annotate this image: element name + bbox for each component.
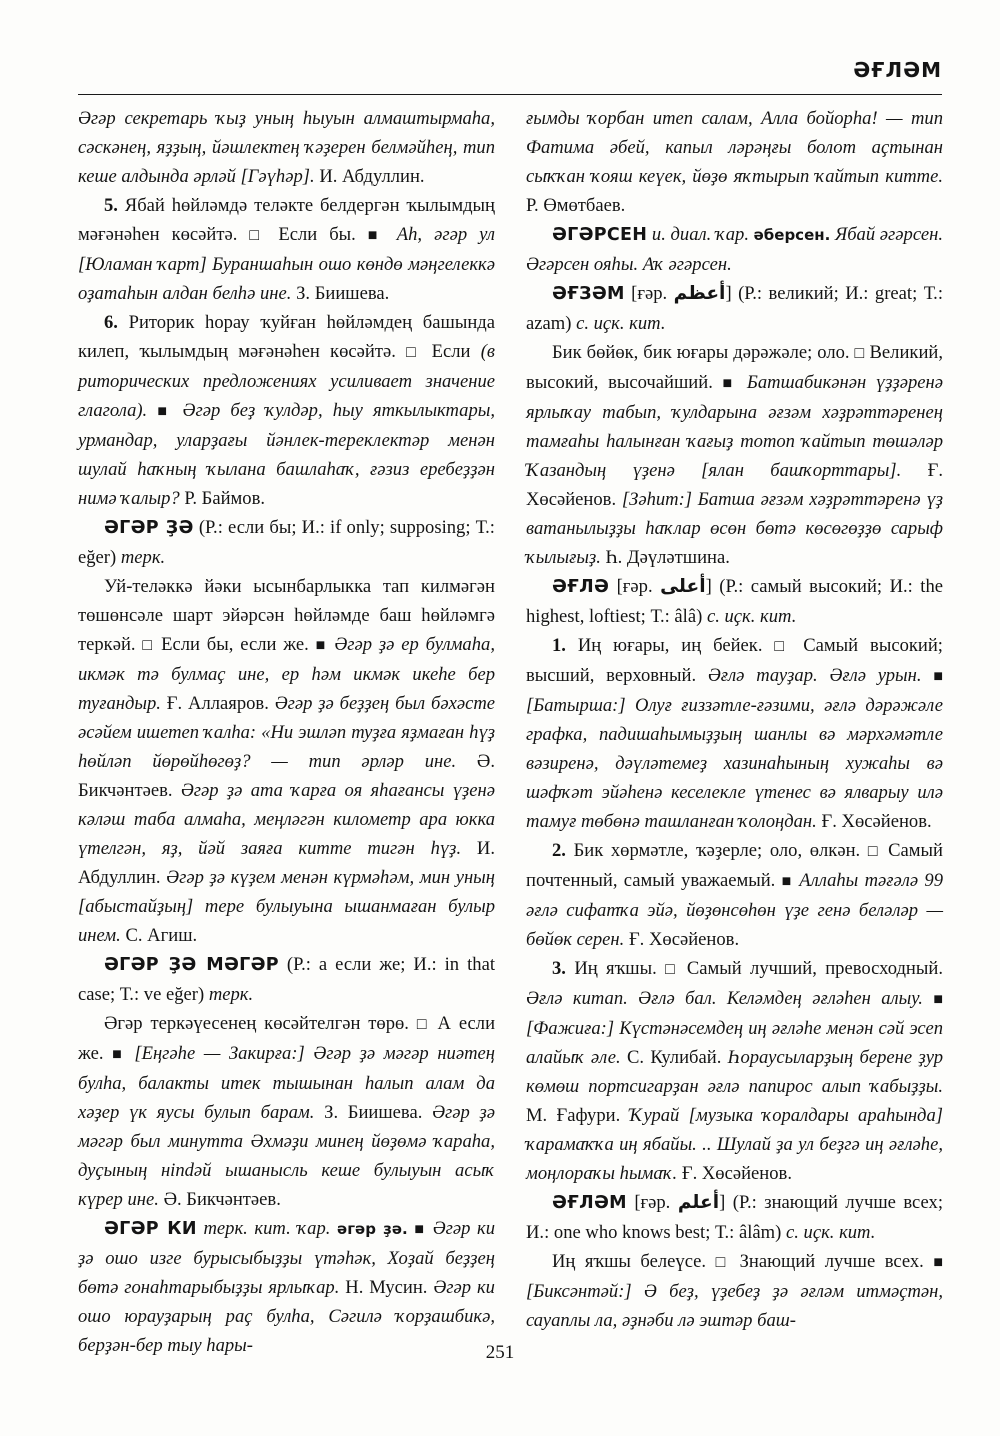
author: Ғ. Хөсәйенов. <box>821 811 932 832</box>
definition: Бик бөйөк, бик юғары дәрәжәле; оло. <box>552 342 850 363</box>
definition: Уй-теләккә йәки ысынбарлыкка тап килмәгән төшөнсәле шарт эйәрсән һөйләмде баш һөйләмгә теркәй. <box>78 576 495 655</box>
example-text: Ябай әгәрсен. Әгәрсен ояһы. Аҡ әгәрсен. <box>526 224 943 275</box>
example-text: [Еңгәһе — Закирға:] Әгәр ҙә мәгәр ниәтең булһа, балакты итек тышынан һалып алам да хәҙер үк яусы булып барам. <box>78 1043 495 1123</box>
grammar-label: терк. <box>120 547 166 568</box>
entry-body <box>526 338 943 572</box>
author: Ғ. Хөсәйенов. <box>628 929 740 950</box>
entry-eger-ki <box>78 1214 495 1360</box>
author: И. Абдуллин. <box>319 166 425 187</box>
example-text: Әгәр секретарь ҡыҙ уның һыуын алмаштырмаһа, сәскәнең, яҙҙың, йәшлектең ҡәҙерен белмәйһең, тип кеше алдында әрләй [Гәүһәр]. <box>78 108 495 187</box>
russian-equivalent: Если бы. <box>278 224 356 245</box>
headword: ӘҒЛӘ <box>552 577 610 597</box>
entry-eglem <box>526 1188 943 1247</box>
entry-eger-ze-meger <box>78 950 495 1009</box>
definition: Ябай һөйләмдә теләкте белдергән ҡылымдың мәғәнәһен көсәйтә. <box>78 195 495 245</box>
sense-number: 1. <box>552 635 566 656</box>
definition: Риторик һорау ҡуйған һөйләмдең башында килеп, ҡылымдың мәғәнәһен көсәйтә. <box>78 312 495 362</box>
author: Һ. Дәүләтшина. <box>605 547 730 568</box>
example-text: [Биксәнтәй:] Ә беҙ, үҙебеҙ ҙә әғләм итмәҫтән, сауаплы ла, әҙнәби лә эштәр баш- <box>526 1281 943 1331</box>
headword: ӘГӘР КИ <box>104 1219 197 1239</box>
definition: Иң юғары, иң бейек. <box>577 635 763 656</box>
sense-number: 5. <box>104 195 118 216</box>
headword: ӘГӘР ҘӘ <box>104 518 194 538</box>
example-text: Һораусыларҙың берене ҙур көмөш портсигарҙан әғлә папирос алып ҡабыҙҙы. <box>526 1047 943 1097</box>
example-text: Әгәр ки ошо юрауҙарың раҫ булһа, Сәгилә ҡорҙашбикә, берҙән-бер тыу һары- <box>78 1277 495 1356</box>
russian-equivalent: Если <box>431 341 471 362</box>
etymology-close: ] (Р.: знающий лучше всех; И.: one who knows best; Т.: âlâm) <box>526 1192 943 1243</box>
russian-note: (в риторических предложениях усиливает значение глагола). <box>78 341 495 421</box>
black-square-icon: ■ <box>933 991 943 1008</box>
definition: Иң яҡшы. <box>574 958 657 979</box>
author: З. Биишева. <box>296 283 390 304</box>
black-square-icon: ■ <box>112 1046 126 1063</box>
white-square-icon: □ <box>715 1254 731 1271</box>
black-square-icon: ■ <box>315 637 328 654</box>
white-square-icon: □ <box>774 638 792 655</box>
etymology-close: ] (Р.: самый высокий; И.: the highest, loftiest; Т.: âlâ) <box>526 576 944 627</box>
black-square-icon: ■ <box>414 1221 427 1238</box>
etymology-close: ] (Р.: великий; И.: great; Т.: azam) <box>526 283 943 334</box>
etymology-open: [ғәр. <box>616 576 653 597</box>
etymology-open: [ғәр. <box>634 1192 671 1213</box>
black-square-icon: ■ <box>157 403 173 420</box>
sense-2 <box>526 836 943 954</box>
grammar-label: с. иҫк. кит. <box>706 606 797 627</box>
right-column <box>526 104 943 1335</box>
example-text: Ҡурай [музыка ҡоралдары араһында] ҡарамаҡҡа иң ябайы. .. Шулай ҙа ул беҙгә иң әғләһе, моңлораҡы һымаҡ. <box>526 1105 943 1184</box>
sense-number: 3. <box>552 958 566 979</box>
sense-6 <box>78 308 495 513</box>
cross-reference: әберсен. <box>753 226 831 244</box>
sense-1 <box>526 631 943 836</box>
etymology-open: [ғәр. <box>631 283 668 304</box>
author: С. Кулибай. <box>626 1047 722 1068</box>
example-text: Әгәр ки ҙә ошо изге бурысыбыҙҙы үтәһәк, Хоҙай беҙҙең бөтә гонаһтарыбыҙҙы ярлыҡар. <box>78 1218 496 1298</box>
black-square-icon: ■ <box>722 375 738 392</box>
sense-3 <box>526 954 943 1188</box>
example-text: Әгәр ҙә ата ҡарға оя яһағансы үҙенә кәләш таба алмаһа, меңләгән километр ара юкка үтелгән, яҙ, йәй заяға китте тигән һүҙ. <box>78 780 495 859</box>
white-square-icon: □ <box>416 1016 430 1033</box>
author: Ғ. Хөсәйенов. <box>681 1163 792 1184</box>
arabic-script: أعلم <box>677 1192 720 1213</box>
example-text: Әгәр ҙә ер булмаһа, икмәк тә булмаҫ ине, ер һәм икмәк икеһе бер туғандыр. <box>78 634 495 714</box>
header-rule <box>78 94 942 95</box>
white-square-icon: □ <box>867 843 881 860</box>
black-square-icon: ■ <box>367 227 385 244</box>
headword: ӘҒЗӘМ <box>552 284 625 304</box>
definition: Әгәр теркәүесенең көсәйтелгән төрө. <box>104 1013 409 1034</box>
entry-eger-ze <box>78 513 495 572</box>
author: Ғ. Аллаяров. <box>166 693 269 714</box>
grammar-label: с. иҫк. кит. <box>576 313 666 334</box>
author: Р. Баймов. <box>184 488 266 509</box>
grammar-label: и. диал. ҡар. <box>651 224 749 245</box>
example-text: Әгәр ҙә мәгәр был минутта Әхмәҙи минең йөҙөмә ҡараһа, дуҫының нindәй ышанысль кеше булыуын асыҡ күрер ине. <box>78 1102 495 1210</box>
entry-body <box>78 572 495 950</box>
entry-body <box>526 1247 943 1335</box>
white-square-icon: □ <box>665 961 679 978</box>
russian-equivalent: Если бы, если же. <box>161 634 309 655</box>
entry-egle <box>526 572 943 631</box>
author: М. Ғафури. <box>526 1105 621 1126</box>
entry-body <box>78 1009 495 1214</box>
example-text: Әғлә тауҙар. Әғлә урын. <box>707 665 922 686</box>
russian-equivalent: Самый лучший, превосходный. <box>686 958 943 979</box>
example-text: Әғлә китап. Әғлә бал. Келәмдең әғләһен алыу. <box>526 988 923 1009</box>
entry-egzem <box>526 279 943 338</box>
author: Н. Мусин. <box>345 1277 428 1298</box>
etymology: (Р.: если бы; И.: if only; supposing; Т.: eğer) <box>78 517 495 568</box>
author: Ә. Бикчәнтәев. <box>78 751 495 801</box>
cross-reference: әгәр ҙә. <box>337 1220 408 1238</box>
author: Р. Өмөтбаев. <box>526 195 626 216</box>
russian-equivalent: Знающий лучше всех. <box>739 1251 924 1272</box>
black-square-icon: ■ <box>933 668 943 685</box>
author: Ғ. Хөсәйенов. <box>526 460 943 510</box>
example-text: [Батырша:] Олуғ ғиззәтле-ғәзими, әғлә дәрәжәле графка, падишаһымыҙҙың шанлы вә мәрхәмәтле вәзиренә, дәүләтемеҙ хазинаһының хужаһы вә шәфҡәт эйәһенә кеселекле үтенес вә ялварыу илә тамуғ төбөнә ташланған ҡолоңдан. <box>526 695 943 832</box>
entry-continuation <box>78 104 495 191</box>
grammar-label: с. иҫк. кит. <box>785 1222 876 1243</box>
author: З. Биишева. <box>324 1102 423 1123</box>
white-square-icon: □ <box>249 227 267 244</box>
entry-continuation <box>526 104 943 220</box>
example-text: Аллаһы тәғәлә 99 әғлә сифатҡа эйә, йөҙөнсөһөн үҙе генә беләләр — бөйөк серен. <box>526 870 944 950</box>
white-square-icon: □ <box>406 344 422 361</box>
grammar-label: терк. кит. ҡар. <box>203 1218 331 1239</box>
russian-equivalent: Самый почтенный, самый уважаемый. <box>526 840 943 891</box>
running-head: ӘҒЛӘМ <box>853 58 942 82</box>
black-square-icon: ■ <box>933 1254 943 1271</box>
author: И. Абдуллин. <box>78 838 495 888</box>
sense-number: 2. <box>552 840 566 861</box>
entry-egersen <box>526 220 943 279</box>
white-square-icon: □ <box>854 345 865 362</box>
etymology: (Р.: а если же; И.: in that case; Т.: ve eğer) <box>78 954 495 1005</box>
grammar-label: терк. <box>208 984 254 1005</box>
page-number: 251 <box>485 1342 515 1363</box>
definition: Иң яҡшы белеүсе. <box>552 1251 707 1272</box>
arabic-script: أعظم <box>673 283 726 304</box>
definition: Бик хөрмәтле, ҡәҙерле; оло, өлкән. <box>573 840 861 861</box>
headword: ӘГӘР ҘӘ МӘГӘР <box>104 955 279 975</box>
russian-equivalent: Самый высокий; высший, верховный. <box>526 635 943 686</box>
example-text: Батшабикәнән үҙҙәренә ярлыҡау табып, ҡулдарына әғзәм хәҙрәттәренең тамғаһы һалынған ҡағыҙ тотоп ҡайтып төшәләр Ҡазандың үҙенә [ялан башҡорттары]. <box>526 372 944 481</box>
example-text: Әгәр беҙ ҡулдәр, һыу яткылыктары, урмандар, уларҙағы йәнлек-тереклектәр менән шулай һаҡның ҡылана башлаһаҡ, ғәзиз еребеҙҙән нимә ҡалыр? <box>78 400 495 509</box>
headword: ӘГӘРСЕН <box>552 225 648 245</box>
example-text: [Зәһит:] Батша әғзәм хәҙрәттәренә үҙ ватанылыҙҙы һаҡлар өсөн бөтә көсөгөҙҙө сарыф ҡылығыҙ. <box>526 489 944 568</box>
example-text: Аһ, әгәр ул [Юламан ҡарт] Бураншаһын ошо көндө мәңгелеккә оҙатаһын алдан белһә ине. <box>78 224 495 304</box>
russian-equivalent: А если же. <box>78 1013 496 1064</box>
headword: ӘҒЛӘМ <box>552 1193 627 1213</box>
arabic-script: أعلى <box>660 576 706 597</box>
white-square-icon: □ <box>142 637 155 654</box>
author: Ә. Бикчәнтәев. <box>163 1189 281 1210</box>
sense-5 <box>78 191 495 308</box>
example-text: Әгәр ҙә беҙҙең был бәхәсте әсәйем ишетеп ҡалһа: «Ни эшләп туҙға яҙмаған һүҙ һөйләп йөрөйһөгөҙ? — тип әрләр ине. <box>78 693 496 772</box>
author: С. Агиш. <box>125 925 198 946</box>
russian-equivalent: Великий, высокий, высочайший. <box>526 342 943 393</box>
example-text: [Фажиға:] Күстәнәсемдең иң әғләһе менән сәй эсеп алайыҡ әле. <box>526 1018 943 1068</box>
black-square-icon: ■ <box>781 873 793 890</box>
left-column <box>78 104 495 1360</box>
sense-number: 6. <box>104 312 118 333</box>
example-text: Әгәр ҙә күҙем менән күрмәһәм, мин уның [абыстайҙың] тере булыуына ышанмаған булыр инем. <box>78 867 496 946</box>
example-text: ғымды ҡорбан итеп салам, Алла бойорһа! — тип Фатима әбей, капыл ләрәңғы болот аҫтынан сыҡҡан ҡояш кеүек, йөҙө яҡтырып ҡайтып китте. <box>526 108 943 187</box>
